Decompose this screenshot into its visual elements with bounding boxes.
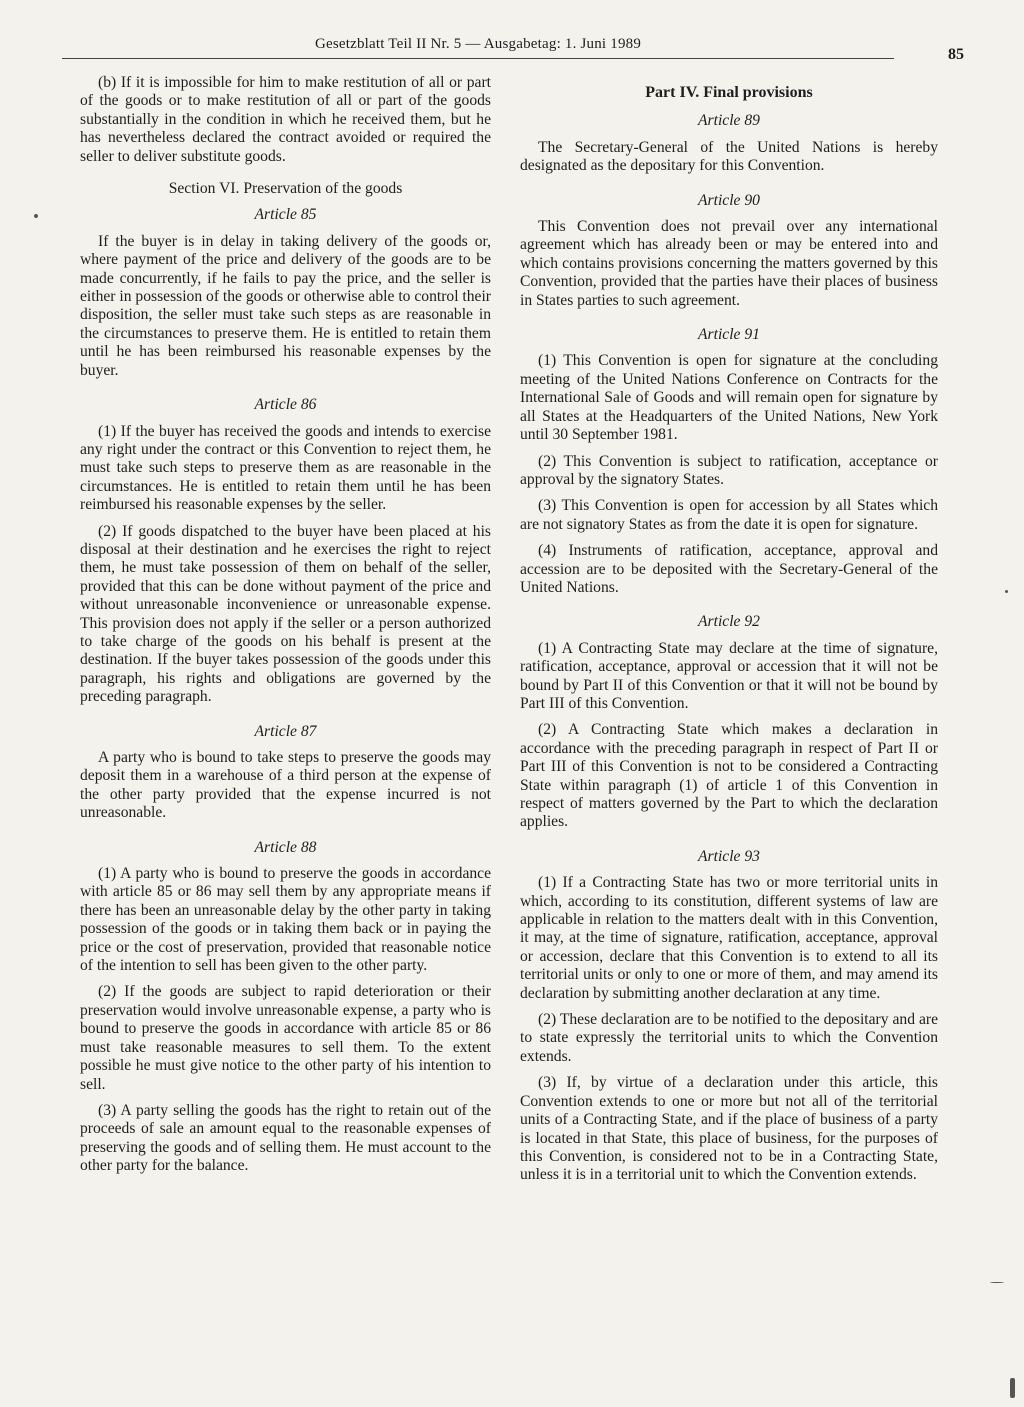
article-86-paragraph-2: (2) If goods dispatched to the buyer have been placed at his disposal at their destination and he exercises the right to reject them, he must take possession of them on behalf of the seller, provided that this can be done without payment of the price and without unreasonable inconvenience or unreasonable expense. This provision does not apply if the seller or a person authorized to take charge of the goods on his behalf is present at the destination. If the buyer takes possession of the goods under this paragraph, his rights and obligations are governed by the preceding paragraph. <box>80 522 491 706</box>
article-93-paragraph-2: (2) These declaration are to be notified to the depositary and are to state expressly the territorial units to which the Convention extends. <box>520 1011 938 1065</box>
article-87-heading: Article 87 <box>254 722 317 740</box>
page-number: 85 <box>948 46 964 63</box>
section-vi-heading: Section VI. Preservation of the goods <box>168 180 403 198</box>
scan-speck <box>1010 1378 1015 1398</box>
article-93-paragraph-1: (1) If a Contracting State has two or more territorial units in which, according to its constitution, different systems of law are applicable in relation to the matters dealt with in this Convention, it may, at the time of signature, ratification, acceptance, approval or accession, declare that this Convention is to extend to all its territorial units or only to one or more of them, and may amend its declaration by submitting another declaration at any time. <box>520 874 938 1002</box>
article-91-heading: Article 91 <box>698 326 760 344</box>
page-header <box>62 36 964 66</box>
article-88-paragraph-1: (1) A party who is bound to preserve the goods in accordance with article 85 or 86 may sell them by any appropriate means if there has been an unreasonable delay by the other party in taking possession of the goods or in taking them back or in paying the price or the cost of preservation, provided that reasonable notice of the intention to sell has been given to the other party. <box>80 865 491 975</box>
article-91-paragraph-4: (4) Instruments of ratification, acceptance, approval and accession are to be deposited with the Secretary-General of the United Nations. <box>520 542 938 596</box>
article-90-heading: Article 90 <box>698 191 760 209</box>
article-86-paragraph-1: (1) If the buyer has received the goods and intends to exercise any right under the contract or this Convention to reject them, he must take such steps to preserve them as are reasonable in the circumstances. He is entitled to retain them until he has been reimbursed his reasonable expenses by the seller. <box>80 422 491 514</box>
article-91-paragraph-3: (3) This Convention is open for accession by all States which are not signatory States as from the date it is open for signature. <box>520 497 938 533</box>
scan-speck <box>990 1282 1004 1283</box>
article-88-paragraph-2: (2) If the goods are subject to rapid deterioration or their preservation would involve unreasonable expense, a party who is bound to preserve the goods in accordance with article 85 or 86 must take reasonable measures to sell them. To the extent possible he must give notice to the other party of his intention to sell. <box>80 983 491 1093</box>
article-91-paragraph-2: (2) This Convention is subject to ratification, acceptance or approval by the signatory States. <box>520 452 938 488</box>
header-rule <box>62 58 894 59</box>
article-89-text: The Secretary-General of the United Nations is hereby designated as the depositary for this Convention. <box>520 138 938 175</box>
article-92-paragraph-2: (2) A Contracting State which makes a declaration in accordance with the preceding paragraph in respect of Part II or Part III of this Convention is not to be considered a Contracting State within paragraph (1) of article 1 of this Convention in respect of matters governed by the Part to which the declaration applies. <box>520 721 938 831</box>
article-93-heading: Article 93 <box>698 847 760 865</box>
left-column <box>80 74 491 1184</box>
article-88-heading: Article 88 <box>254 838 317 856</box>
part-iv-heading: Part IV. Final provisions <box>645 84 813 101</box>
paragraph-b: (b) If it is impossible for him to make restitution of all or part of the goods or to make restitution of all or part of the goods substantially in the condition in which he received them, but he has nevertheless declared the contract avoided or required the seller to deliver substitute goods. <box>80 74 491 165</box>
article-92-heading: Article 92 <box>698 613 760 631</box>
scan-speck <box>34 214 38 218</box>
header-title: Gesetzblatt Teil II Nr. 5 — Ausgabetag: 1. Juni 1989 <box>314 36 642 52</box>
scan-speck <box>1005 590 1008 593</box>
right-column <box>520 84 938 1193</box>
article-93-paragraph-3: (3) If, by virtue of a declaration under this article, this Convention extends to one or more but not all of the territorial units of a Contracting State, and if the place of business of a party is located in that State, this place of business, for the purposes of this Convention, is considered not to be in a Contracting State, unless it is in a territorial unit to which the Convention extends. <box>520 1074 938 1184</box>
article-88-paragraph-3: (3) A party selling the goods has the right to retain out of the proceeds of sale an amount equal to the reasonable expenses of preserving the goods and of selling them. He must account to the other party for the balance. <box>80 1101 491 1175</box>
article-89-heading: Article 89 <box>698 112 760 130</box>
article-91-paragraph-1: (1) This Convention is open for signature at the concluding meeting of the United Nations Conference on Contracts for the International Sale of Goods and will remain open for signature by all States at the Headquarters of the United Nations, New York until 30 September 1981. <box>520 352 938 444</box>
article-92-paragraph-1: (1) A Contracting State may declare at the time of signature, ratification, acceptance, approval or accession that it will not be bound by Part II of this Convention or that it will not be bound by Part III of this Convention. <box>520 639 938 712</box>
article-85-text: If the buyer is in delay in taking delivery of the goods or, where payment of the price and delivery of the goods are to be made concurrently, if he fails to pay the price, and the seller is either in possession of the goods or otherwise able to control their disposition, the seller must take such steps as are reasonable in the circumstances to preserve them. He is entitled to retain them until he has been reimbursed his reasonable expenses by the buyer. <box>80 232 491 379</box>
article-86-heading: Article 86 <box>254 396 317 414</box>
article-87-text: A party who is bound to take steps to preserve the goods may deposit them in a warehouse of a third person at the expense of the other party provided that the expense incurred is not unreasonable. <box>80 749 491 822</box>
article-90-text: This Convention does not prevail over any international agreement which has already been or may be entered into and which contains provisions concerning the matters governed by this Convention, provided that the parties have their places of business in States parties to such agreement. <box>520 218 938 309</box>
article-85-heading: Article 85 <box>254 206 317 224</box>
